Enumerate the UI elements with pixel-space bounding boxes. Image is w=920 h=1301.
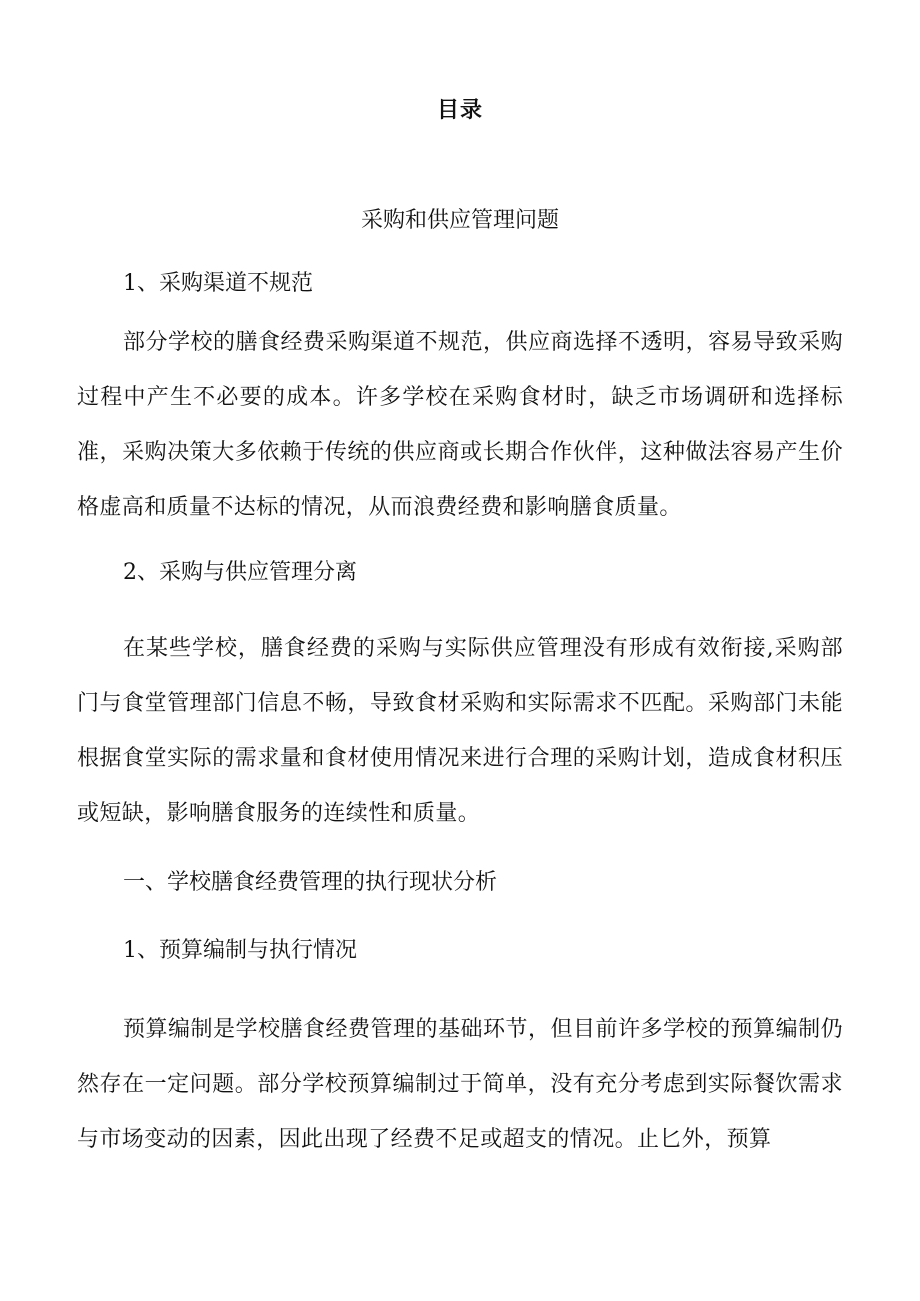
paragraph-procurement-supply-separation: 在某些学校，膳食经费的采购与实际供应管理没有形成有效衔接,采购部门与食堂管理部门信息不畅，导致食材采购和实际需求不匹配。采购部门未能根据食堂实际的需求量和食材使用情况来进行合理的采购计划，造成食材积压或短缺，影响膳食服务的连续性和质量。 [77,636,843,826]
paragraph-budget-preparation: 预算编制是学校膳食经费管理的基础环节，但目前许多学校的预算编制仍然存在一定问题。部分学校预算编制过于简单，没有充分考虑到实际餐饮需求与市场变动的因素，因此出现了经费不足或超支的情况。止匕外，预算 [77,1017,843,1152]
heading-budget-preparation: 1、预算编制与执行情况 [123,938,357,963]
paragraph-procurement-channels: 部分学校的膳食经费采购渠道不规范，供应商选择不透明，容易导致采购过程中产生不必要的成本。许多学校在采购食材时，缺乏市场调研和选择标准，采购决策大多依赖于传统的供应商或长期合作伙伴，这种做法容易产生价格虚高和质量不达标的情况，从而浪费经费和影响膳食质量。 [77,330,843,520]
heading-execution-status-analysis: 一、学校膳食经费管理的执行现状分析 [123,870,498,895]
heading-procurement-channels: 1、采购渠道不规范 [123,271,313,296]
section-title: 采购和供应管理问题 [360,208,559,233]
heading-procurement-supply-separation: 2、采购与供应管理分离 [123,560,357,585]
page-title: 目录 [436,97,483,123]
